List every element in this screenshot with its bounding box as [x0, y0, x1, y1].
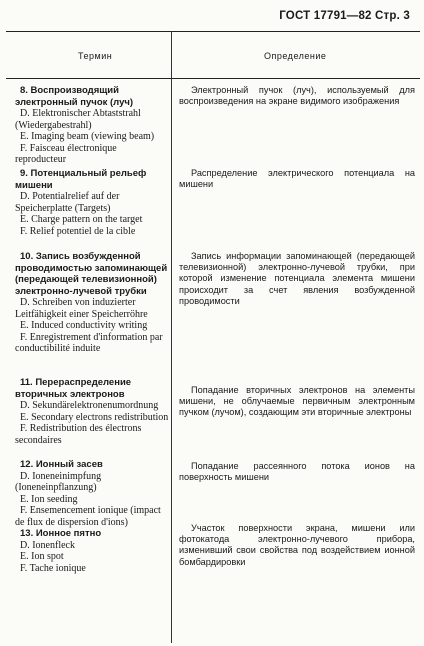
term-de: D. Ionenfleck — [20, 539, 75, 551]
definition-body: Распределение электрического потенциала на мишени — [179, 168, 415, 190]
definition-body: Попадание рассеянного потока ионов на поверхность мишени — [179, 461, 415, 483]
column-header-definition: Определение — [264, 51, 327, 61]
definition-body: Электронный пучок (луч), используемый для воспроизведения на экране видимого изображения — [179, 85, 415, 107]
term-ru: 12. Ионный засев — [20, 459, 103, 470]
term-en: E. Secondary electrons redistribution — [20, 411, 169, 423]
term-fr: F. Faisceau électronique reproducteur — [15, 142, 117, 165]
table-top-rule — [6, 31, 420, 32]
term-fr: F. Enregistrement d'information par conductibilité induite — [15, 331, 163, 354]
term-entry — [15, 377, 169, 446]
term-ru: 13. Ионное пятно — [20, 528, 102, 539]
term-de: D. Potentialrelief auf der Speicherplatte (Targets) — [15, 191, 120, 214]
term-de: D. Elektronischer Abtaststrahl (Wiedergabestrahl) — [15, 108, 141, 131]
term-de: D. Ioneneinimpfung (Ioneneinpflanzung) — [15, 470, 102, 493]
definition-text — [179, 168, 415, 190]
term-entry — [15, 85, 169, 166]
term-de: D. Schreiben von induzierter Leitfähigkeit einer Speicherröhre — [15, 297, 148, 320]
term-de: D. Sekundärelektronenumordnung — [20, 400, 159, 411]
definition-body: Участок поверхности экрана, мишени или фотокатода электронно-лучевого прибора, изменивший свои свойства под воздействием ионной бомбардировки — [179, 523, 415, 567]
term-en: E. Imaging beam (viewing beam) — [20, 131, 155, 142]
definition-text — [179, 461, 415, 483]
page-header: ГОСТ 17791—82 Стр. 3 — [279, 10, 410, 22]
definition-body: Запись информации запоминающей (передающей телевизионной) электронно-лучевой трубки, при которой изменение потенциала элемента мишени происходит за счет явления возбужденной проводимости — [179, 251, 415, 306]
term-entry — [15, 251, 169, 355]
table-header-rule — [6, 78, 420, 79]
term-entry — [15, 168, 169, 237]
term-fr: F. Relief potentiel de la cible — [20, 225, 136, 237]
term-en: E. Ion seeding — [20, 493, 78, 505]
term-entry — [15, 528, 169, 574]
term-en: E. Induced conductivity writing — [20, 320, 148, 331]
term-ru: 10. Запись возбужденной проводимостью запоминающей (передающей телевизионной) электронно-лучевой трубки — [15, 251, 168, 297]
term-en: E. Ion spot — [20, 551, 64, 562]
terms-table — [6, 31, 420, 643]
definition-body: Попадание вторичных электронов на элементы мишени, не облучаемые первичным электронным пучком (лучом), создающим эти вторичные электроны — [179, 385, 415, 418]
term-fr: F. Tache ionique — [20, 562, 86, 574]
definition-text — [179, 85, 415, 107]
term-fr: F. Ensemencement ionique (impact de flux de dispersion d'ions) — [15, 505, 161, 528]
term-ru: 11. Перераспределение вторичных электронов — [15, 377, 132, 400]
column-divider — [171, 31, 172, 643]
term-ru: 8. Воспроизводящий электронный пучок (луч) — [15, 85, 134, 108]
term-fr: F. Redistribution des électrons secondaires — [15, 423, 142, 446]
term-ru: 9. Потенциальный рельеф мишени — [15, 168, 147, 191]
definition-text — [179, 523, 415, 568]
term-entry — [15, 459, 169, 528]
term-en: E. Charge pattern on the target — [20, 214, 143, 225]
definition-text — [179, 385, 415, 419]
definition-text — [179, 251, 415, 307]
column-header-term: Термин — [78, 51, 113, 61]
